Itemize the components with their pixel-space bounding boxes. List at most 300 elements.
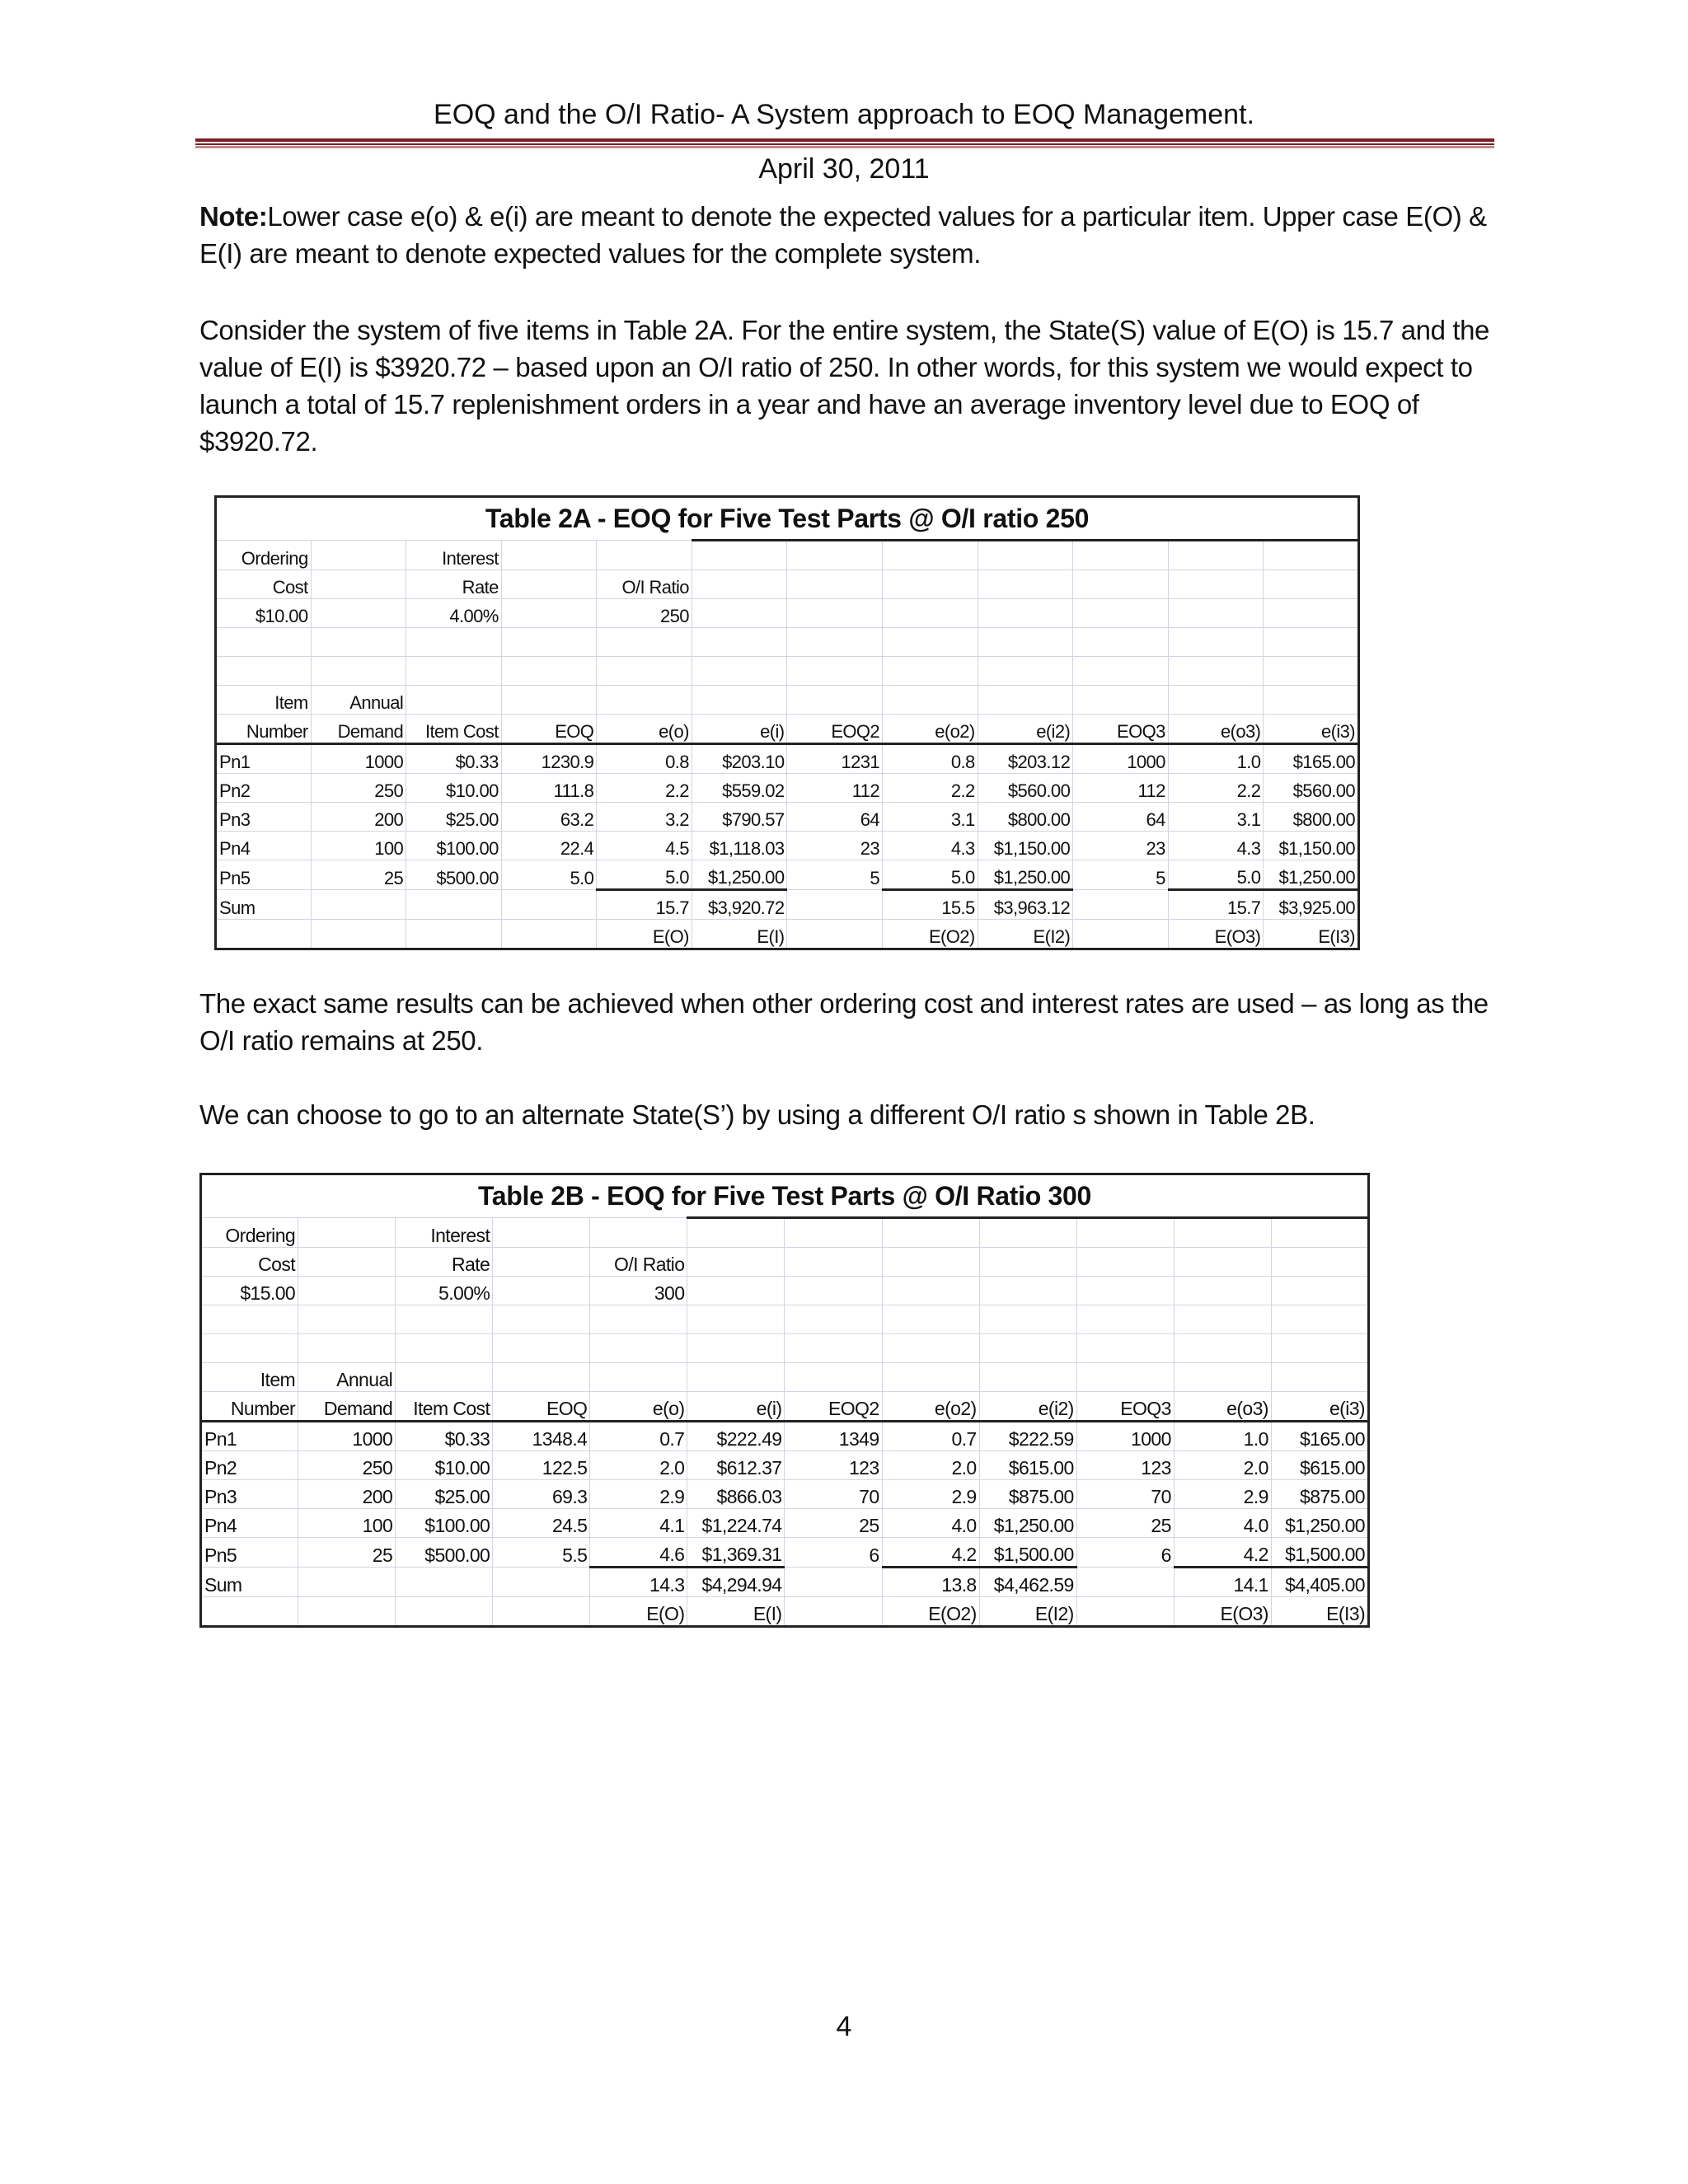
table-cell: 25: [311, 860, 406, 890]
note-text: Lower case e(o) & e(i) are meant to denote the expected values for a particular item. Upper case E(O) & E(I) are meant to denote expected values for the complete system.: [199, 201, 1487, 269]
empty-cell: [692, 657, 787, 686]
param-label-cell: [298, 1218, 396, 1248]
table-cell: 64: [787, 803, 883, 832]
table-row: [201, 1509, 1369, 1538]
table-cell: 25: [1076, 1509, 1174, 1538]
table-cell: $560.00: [978, 774, 1073, 803]
empty-cell: [597, 628, 692, 657]
table-cell: 112: [787, 774, 883, 803]
table-cell: $1,500.00: [979, 1538, 1076, 1568]
param-label-cell: [298, 1248, 396, 1277]
empty-cell: [406, 628, 502, 657]
sum-cell: [1076, 1568, 1174, 1597]
table-cell: 2.2: [1168, 774, 1264, 803]
table-cell: 123: [1076, 1451, 1174, 1480]
empty-cell: [216, 628, 312, 657]
column-header-top-row: [201, 1363, 1369, 1392]
system-label-cell: [311, 920, 406, 949]
param-label-cell: [882, 1248, 979, 1277]
table-cell: 1.0: [1174, 1422, 1271, 1451]
table-title: Table 2A - EOQ for Five Test Parts @ O/I ratio 250: [485, 503, 1090, 533]
column-header-cell: Demand: [311, 715, 406, 744]
param-label-cell: [493, 1218, 590, 1248]
column-header-cell: [493, 1363, 590, 1392]
param-label-cell: [1076, 1248, 1174, 1277]
table-cell: $866.03: [687, 1480, 785, 1509]
column-header-cell: [1168, 686, 1264, 715]
param-value-cell: [1264, 599, 1359, 628]
sum-cell: $3,925.00: [1264, 890, 1359, 920]
column-header-cell: e(i3): [1271, 1392, 1368, 1422]
param-value-cell: 250: [597, 599, 692, 628]
param-label-cell: [1073, 541, 1169, 570]
column-header-cell: e(o2): [882, 1392, 979, 1422]
sum-cell: [311, 890, 406, 920]
system-label-cell: [785, 1597, 882, 1627]
table-cell: $0.33: [396, 1422, 493, 1451]
table-row: [201, 1451, 1369, 1480]
empty-cell: [979, 1334, 1076, 1363]
empty-cell: [1264, 657, 1359, 686]
column-header-cell: [883, 686, 978, 715]
table-cell: 5.0: [501, 860, 597, 890]
table-cell: 0.7: [882, 1422, 979, 1451]
params-label-row: [216, 541, 1359, 570]
empty-cell: [311, 628, 406, 657]
table-cell: 25: [298, 1538, 396, 1568]
param-label-cell: O/I Ratio: [590, 1248, 687, 1277]
column-header-cell: [687, 1363, 785, 1392]
table-cell: $165.00: [1264, 744, 1359, 774]
empty-cell: [201, 1334, 298, 1363]
sum-cell: [1073, 890, 1169, 920]
table-cell: 4.2: [1174, 1538, 1271, 1568]
empty-cell: [201, 1305, 298, 1334]
column-header-cell: e(i): [687, 1392, 785, 1422]
table-cell: $10.00: [406, 774, 502, 803]
column-header-cell: e(i3): [1264, 715, 1359, 744]
table-cell: 1231: [787, 744, 883, 774]
column-header-cell: [501, 686, 597, 715]
column-header-cell: Number: [216, 715, 312, 744]
param-label-cell: [1174, 1218, 1271, 1248]
empty-cell: [1076, 1334, 1174, 1363]
param-label-cell: [1174, 1248, 1271, 1277]
system-label-row: [201, 1597, 1369, 1627]
table-cell: 200: [298, 1480, 396, 1509]
empty-cell: [396, 1334, 493, 1363]
param-label-cell: [979, 1218, 1076, 1248]
empty-cell: [692, 628, 787, 657]
table-cell: 5.0: [883, 860, 978, 890]
table-cell: 69.3: [493, 1480, 590, 1509]
column-header-cell: e(i2): [979, 1392, 1076, 1422]
table-cell: 0.8: [597, 744, 692, 774]
table-cell: 2.9: [590, 1480, 687, 1509]
column-header-top-row: [216, 686, 1359, 715]
table-cell: $800.00: [1264, 803, 1359, 832]
column-header-cell: [1174, 1363, 1271, 1392]
empty-row: [201, 1305, 1369, 1334]
empty-cell: [590, 1334, 687, 1363]
system-label-cell: E(I): [687, 1597, 785, 1627]
column-header-cell: [978, 686, 1073, 715]
item-number-cell: Pn2: [216, 774, 312, 803]
column-header-cell: EOQ: [501, 715, 597, 744]
table-cell: $800.00: [978, 803, 1073, 832]
param-label-cell: [501, 570, 597, 599]
param-label-cell: Cost: [201, 1248, 298, 1277]
table-cell: 4.6: [590, 1538, 687, 1568]
param-value-cell: [787, 599, 883, 628]
param-label-cell: [687, 1248, 785, 1277]
table-cell: 100: [298, 1509, 396, 1538]
empty-row: [216, 628, 1359, 657]
empty-cell: [1174, 1334, 1271, 1363]
empty-cell: [883, 628, 978, 657]
param-label-cell: O/I Ratio: [597, 570, 692, 599]
empty-cell: [298, 1305, 396, 1334]
table-cell: $559.02: [692, 774, 787, 803]
table-cell: $1,369.31: [687, 1538, 785, 1568]
param-value-cell: [298, 1277, 396, 1305]
table-cell: 5: [787, 860, 883, 890]
param-label-cell: Interest: [406, 541, 502, 570]
table-cell: 70: [785, 1480, 882, 1509]
table-row: [216, 774, 1359, 803]
column-header-cell: [1264, 686, 1359, 715]
param-value-cell: [785, 1277, 882, 1305]
table-cell: 5.0: [1168, 860, 1264, 890]
item-number-cell: Pn5: [201, 1538, 298, 1568]
empty-cell: [298, 1334, 396, 1363]
param-label-cell: [687, 1218, 785, 1248]
empty-cell: [785, 1305, 882, 1334]
empty-cell: [597, 657, 692, 686]
param-label-cell: [785, 1218, 882, 1248]
column-header-cell: EOQ2: [785, 1392, 882, 1422]
empty-cell: [493, 1334, 590, 1363]
empty-cell: [396, 1305, 493, 1334]
param-label-cell: [883, 541, 978, 570]
system-label-cell: E(O): [597, 920, 692, 949]
param-label-cell: [311, 570, 406, 599]
param-value-cell: [979, 1277, 1076, 1305]
empty-cell: [1264, 628, 1359, 657]
sum-cell: [396, 1568, 493, 1597]
column-header-cell: [785, 1363, 882, 1392]
table-cell: 1348.4: [493, 1422, 590, 1451]
column-header-cell: [597, 686, 692, 715]
empty-cell: [787, 657, 883, 686]
param-value-cell: 300: [590, 1277, 687, 1305]
table-title-row: [216, 497, 1359, 541]
table-cell: 5.5: [493, 1538, 590, 1568]
param-label-cell: [979, 1248, 1076, 1277]
column-header-cell: EOQ: [493, 1392, 590, 1422]
header-rule: [195, 138, 1494, 148]
table-cell: $612.37: [687, 1451, 785, 1480]
column-header-cell: Item: [216, 686, 312, 715]
table-cell: $500.00: [406, 860, 502, 890]
empty-cell: [787, 628, 883, 657]
table-cell: $203.12: [978, 744, 1073, 774]
param-label-cell: Rate: [396, 1248, 493, 1277]
table-cell: $875.00: [979, 1480, 1076, 1509]
system-label-cell: E(I2): [979, 1597, 1076, 1627]
table-2b: [199, 1173, 1370, 1628]
param-value-cell: [692, 599, 787, 628]
param-label-cell: [883, 570, 978, 599]
empty-cell: [493, 1305, 590, 1334]
table-cell: 0.7: [590, 1422, 687, 1451]
sum-cell: $4,462.59: [979, 1568, 1076, 1597]
table-cell: $100.00: [396, 1509, 493, 1538]
table-cell: $1,250.00: [978, 860, 1073, 890]
table-cell: 4.0: [1174, 1509, 1271, 1538]
param-label-cell: [1168, 570, 1264, 599]
table-cell: 64: [1073, 803, 1169, 832]
param-label-cell: Interest: [396, 1218, 493, 1248]
params-label-row: [216, 570, 1359, 599]
table-cell: $203.10: [692, 744, 787, 774]
column-header-cell: [692, 686, 787, 715]
table-cell: $615.00: [1271, 1451, 1368, 1480]
system-label-cell: [1073, 920, 1169, 949]
table-cell: 0.8: [883, 744, 978, 774]
table-cell: $1,150.00: [978, 832, 1073, 860]
sum-cell: [501, 890, 597, 920]
table-cell: 100: [311, 832, 406, 860]
column-header-cell: [590, 1363, 687, 1392]
table-cell: $1,250.00: [1271, 1509, 1368, 1538]
system-label-cell: E(O3): [1168, 920, 1264, 949]
table-cell: 2.9: [882, 1480, 979, 1509]
table-cell: 2.2: [597, 774, 692, 803]
param-label-cell: [311, 541, 406, 570]
table-row: [201, 1422, 1369, 1451]
param-label-cell: Ordering: [216, 541, 312, 570]
param-label-cell: [1168, 541, 1264, 570]
table-cell: 6: [785, 1538, 882, 1568]
note-label: Note:: [199, 201, 268, 232]
document-date: April 30, 2011: [758, 153, 930, 185]
system-label-cell: E(I): [692, 920, 787, 949]
sum-cell: $4,294.94: [687, 1568, 785, 1597]
column-header-cell: Item Cost: [396, 1392, 493, 1422]
param-label-cell: Rate: [406, 570, 502, 599]
table-cell: 24.5: [493, 1509, 590, 1538]
param-value-cell: 4.00%: [406, 599, 502, 628]
empty-cell: [501, 657, 597, 686]
item-number-cell: Pn1: [216, 744, 312, 774]
column-header-cell: e(i): [692, 715, 787, 744]
system-label-cell: [493, 1597, 590, 1627]
note-paragraph: [199, 198, 1502, 272]
empty-cell: [1168, 628, 1264, 657]
column-header-cell: [406, 686, 502, 715]
item-number-cell: Pn1: [201, 1422, 298, 1451]
item-number-cell: Pn3: [201, 1480, 298, 1509]
table-cell: 4.0: [882, 1509, 979, 1538]
item-number-cell: Pn3: [216, 803, 312, 832]
param-value-cell: [493, 1277, 590, 1305]
table-cell: $615.00: [979, 1451, 1076, 1480]
param-value-cell: $15.00: [201, 1277, 298, 1305]
empty-row: [216, 657, 1359, 686]
table-row: [201, 1538, 1369, 1568]
table-row: [216, 744, 1359, 774]
empty-cell: [1073, 628, 1169, 657]
system-label-cell: [298, 1597, 396, 1627]
empty-cell: [590, 1305, 687, 1334]
system-label-cell: E(O): [590, 1597, 687, 1627]
table-cell: 1000: [1076, 1422, 1174, 1451]
table-cell: 1000: [1073, 744, 1169, 774]
table-cell: 3.1: [1168, 803, 1264, 832]
param-label-cell: [493, 1248, 590, 1277]
empty-cell: [785, 1334, 882, 1363]
table-cell: 2.9: [1174, 1480, 1271, 1509]
column-header-cell: EOQ2: [787, 715, 883, 744]
empty-cell: [978, 628, 1073, 657]
sum-cell: $4,405.00: [1271, 1568, 1368, 1597]
column-header-cell: Annual: [298, 1363, 396, 1392]
table-cell: 23: [1073, 832, 1169, 860]
param-label-cell: [787, 541, 883, 570]
param-value-cell: [687, 1277, 785, 1305]
table-cell: $222.59: [979, 1422, 1076, 1451]
system-label-cell: E(O3): [1174, 1597, 1271, 1627]
column-header-cell: EOQ3: [1073, 715, 1169, 744]
sum-cell: [406, 890, 502, 920]
empty-cell: [311, 657, 406, 686]
table-cell: $500.00: [396, 1538, 493, 1568]
empty-cell: [882, 1305, 979, 1334]
sum-cell: 15.7: [1168, 890, 1264, 920]
empty-cell: [216, 657, 312, 686]
column-header-cell: Number: [201, 1392, 298, 1422]
table-cell: 2.0: [882, 1451, 979, 1480]
system-label-cell: [396, 1597, 493, 1627]
table-cell: 250: [298, 1451, 396, 1480]
table-cell: 4.5: [597, 832, 692, 860]
sum-cell: 14.1: [1174, 1568, 1271, 1597]
table-cell: 111.8: [501, 774, 597, 803]
column-header-cell: e(o): [597, 715, 692, 744]
table-cell: $222.49: [687, 1422, 785, 1451]
param-label-cell: [1264, 541, 1359, 570]
table-cell: $25.00: [406, 803, 502, 832]
system-paragraph: Consider the system of five items in Table 2A. For the entire system, the State(S) value of E(O) is 15.7 and the value of E(I) is $3920.72 – based upon an O/I ratio of 250. In other words, for this system we would expect to launch a total of 15.7 replenishment orders in a year and have an average inventory level due to EOQ of $3920.72.: [199, 315, 1489, 457]
table-cell: 1349: [785, 1422, 882, 1451]
table-title-row: [201, 1174, 1369, 1218]
table-row: [216, 860, 1359, 890]
empty-cell: [979, 1305, 1076, 1334]
table-cell: 5.0: [597, 860, 692, 890]
table-cell: $0.33: [406, 744, 502, 774]
table-cell: $1,150.00: [1264, 832, 1359, 860]
column-header-cell: [1073, 686, 1169, 715]
table-cell: 5: [1073, 860, 1169, 890]
sum-cell: $3,920.72: [692, 890, 787, 920]
table-cell: 112: [1073, 774, 1169, 803]
table-cell: 4.1: [590, 1509, 687, 1538]
page-number: 4: [836, 2011, 852, 2042]
param-value-cell: 5.00%: [396, 1277, 493, 1305]
column-header-cell: Item: [201, 1363, 298, 1392]
sum-cell: [493, 1568, 590, 1597]
system-label-cell: [216, 920, 312, 949]
system-label-cell: E(I3): [1264, 920, 1359, 949]
param-value-cell: [1073, 599, 1169, 628]
sum-cell: [785, 1568, 882, 1597]
system-label-cell: [787, 920, 883, 949]
system-label-cell: [406, 920, 502, 949]
sum-cell: 13.8: [882, 1568, 979, 1597]
table-row: [201, 1480, 1369, 1509]
table-cell: 1000: [311, 744, 406, 774]
sum-cell: [298, 1568, 396, 1597]
param-label-cell: [597, 541, 692, 570]
params-label-row: [201, 1218, 1369, 1248]
table-cell: 2.2: [883, 774, 978, 803]
sum-cell: Sum: [201, 1568, 298, 1597]
system-label-cell: E(O2): [882, 1597, 979, 1627]
results-paragraph: The exact same results can be achieved when other ordering cost and interest rates are used – as long as the O/I ratio remains at 250.: [199, 988, 1489, 1056]
table-cell: $25.00: [396, 1480, 493, 1509]
document-header-title: EOQ and the O/I Ratio- A System approach to EOQ Management.: [434, 99, 1254, 130]
table-cell: $10.00: [396, 1451, 493, 1480]
empty-cell: [882, 1334, 979, 1363]
table-title: Table 2B - EOQ for Five Test Parts @ O/I Ratio 300: [477, 1180, 1092, 1211]
table-cell: 23: [787, 832, 883, 860]
param-label-cell: Cost: [216, 570, 312, 599]
table-cell: $1,224.74: [687, 1509, 785, 1538]
item-number-cell: Pn4: [216, 832, 312, 860]
column-header-cell: e(i2): [978, 715, 1073, 744]
table-cell: $1,250.00: [692, 860, 787, 890]
item-number-cell: Pn4: [201, 1509, 298, 1538]
table-cell: 3.1: [883, 803, 978, 832]
table-cell: 1000: [298, 1422, 396, 1451]
column-header-cell: [1271, 1363, 1368, 1392]
table-cell: $1,500.00: [1271, 1538, 1368, 1568]
table-cell: 4.3: [1168, 832, 1264, 860]
table-cell: 6: [1076, 1538, 1174, 1568]
params-value-row: [216, 599, 1359, 628]
system-label-row: [216, 920, 1359, 949]
param-label-cell: [785, 1248, 882, 1277]
empty-cell: [687, 1305, 785, 1334]
param-value-cell: $10.00: [216, 599, 312, 628]
empty-cell: [406, 657, 502, 686]
alternate-state-paragraph: We can choose to go to an alternate State(S’) by using a different O/I ratio s shown in Table 2B.: [199, 1099, 1315, 1130]
system-label-cell: [501, 920, 597, 949]
empty-cell: [501, 628, 597, 657]
column-header-row: [201, 1392, 1369, 1422]
column-header-cell: [396, 1363, 493, 1392]
param-label-cell: [1271, 1218, 1368, 1248]
table-cell: 25: [785, 1509, 882, 1538]
column-header-cell: [979, 1363, 1076, 1392]
column-header-cell: e(o2): [883, 715, 978, 744]
empty-cell: [1174, 1305, 1271, 1334]
table-cell: 22.4: [501, 832, 597, 860]
param-label-cell: [978, 541, 1073, 570]
sum-row: [216, 890, 1359, 920]
column-header-cell: EOQ3: [1076, 1392, 1174, 1422]
